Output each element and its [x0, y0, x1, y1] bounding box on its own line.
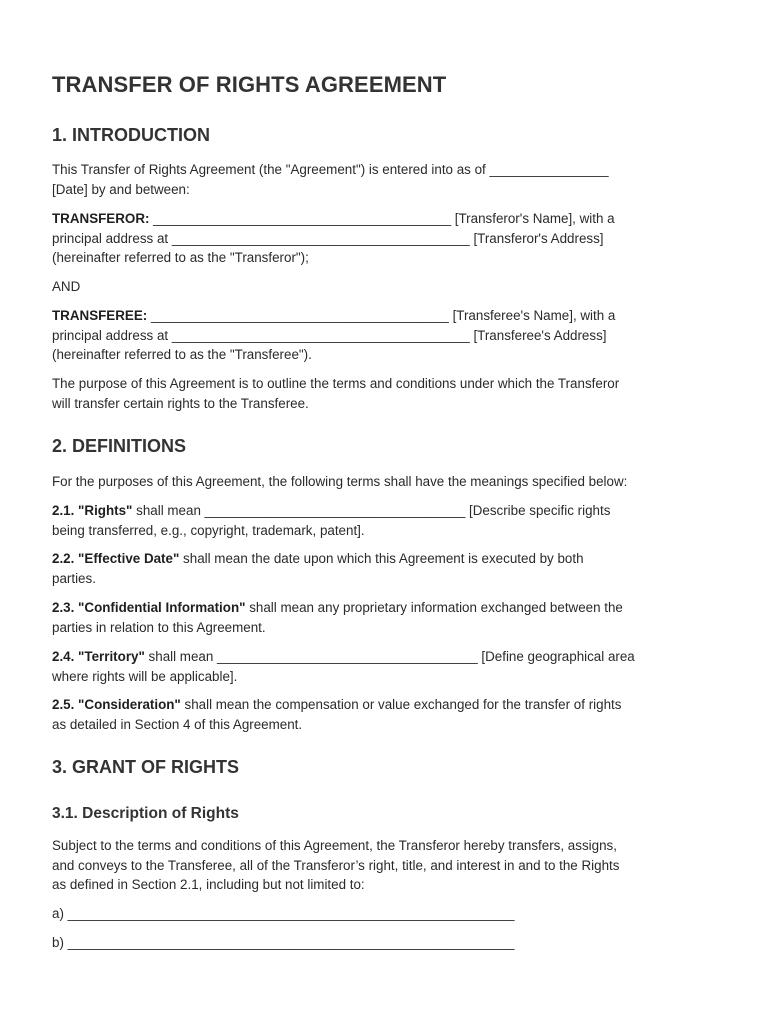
section-heading-grant-of-rights: 3. GRANT OF RIGHTS: [52, 757, 240, 777]
transferee-name-line: ________________________________________ [Transferee's Name], with a: [147, 308, 616, 323]
section-heading-definitions: 2. DEFINITIONS: [52, 436, 187, 456]
and-text: AND: [52, 279, 81, 294]
transferee-reference-line: (hereinafter referred to as the "Transferee").: [52, 347, 312, 362]
document-title: TRANSFER OF RIGHTS AGREEMENT: [52, 72, 447, 97]
definition-effective-date-label: 2.2. "Effective Date": [52, 551, 180, 566]
intro-line-1: This Transfer of Rights Agreement (the "Agreement") is entered into as of ________________: [52, 162, 609, 177]
definition-rights-text: shall mean ___________________________________ [Describe specific rights: [132, 503, 611, 518]
transferee-label: TRANSFEREE:: [52, 308, 148, 323]
grant-line-2: and conveys to the Transferee, all of the Transferor’s right, title, and interest in and to the Rights: [52, 857, 620, 873]
definition-territory: [52, 647, 722, 686]
transferor-block: [52, 209, 722, 268]
definition-territory-label: 2.4. "Territory": [52, 649, 145, 664]
transferor-reference-line: (hereinafter referred to as the "Transferor");: [52, 250, 309, 265]
grant-line-3: as defined in Section 2.1, including but not limited to:: [52, 877, 365, 892]
grant-paragraph: [52, 836, 722, 895]
definition-consideration-text-2: as detailed in Section 4 of this Agreement.: [52, 716, 303, 732]
definition-rights: [52, 501, 722, 540]
transferor-address-line: principal address at ________________________________________ [Transferor's Address]: [52, 230, 604, 246]
definition-consideration-text: shall mean the compensation or value exchanged for the transfer of rights: [180, 697, 622, 712]
definition-rights-label: 2.1. "Rights": [52, 503, 133, 518]
definition-confidential-text-2: parties in relation to this Agreement.: [52, 619, 266, 635]
definition-effective-date: [52, 549, 722, 588]
grant-item-b: b) ____________________________________________________________: [52, 935, 515, 950]
definition-territory-text-2: where rights will be applicable].: [52, 668, 238, 684]
intro-paragraph: [52, 160, 722, 199]
intro-line-2: [Date] by and between:: [52, 181, 190, 197]
transferee-address-line: principal address at ________________________________________ [Transferee's Address]: [52, 327, 607, 343]
definition-consideration-label: 2.5. "Consideration": [52, 697, 181, 712]
definitions-lead: For the purposes of this Agreement, the following terms shall have the meanings specified below:: [52, 474, 628, 489]
definition-confidential-label: 2.3. "Confidential Information": [52, 600, 246, 615]
definition-confidential-information: [52, 598, 722, 637]
definition-confidential-text: shall mean any proprietary information exchanged between the: [245, 600, 623, 615]
purpose-line-1: The purpose of this Agreement is to outline the terms and conditions under which the Transferor: [52, 376, 620, 391]
definition-consideration: [52, 695, 722, 734]
definition-effective-date-text-2: parties.: [52, 570, 96, 586]
transferor-label: TRANSFEROR:: [52, 211, 150, 226]
grant-item-a: a) ____________________________________________________________: [52, 906, 515, 921]
definition-effective-date-text: shall mean the date upon which this Agreement is executed by both: [179, 551, 584, 566]
subsection-heading-description-of-rights: 3.1. Description of Rights: [52, 805, 239, 822]
definition-rights-text-2: being transferred, e.g., copyright, trademark, patent].: [52, 522, 365, 538]
transferor-name-line: ________________________________________ [Transferor's Name], with a: [149, 211, 615, 226]
grant-line-1: Subject to the terms and conditions of this Agreement, the Transferor hereby transfers, assigns,: [52, 838, 617, 853]
purpose-paragraph: [52, 374, 722, 413]
definition-territory-text: shall mean ___________________________________ [Define geographical area: [144, 649, 635, 664]
section-heading-introduction: 1. INTRODUCTION: [52, 125, 211, 145]
purpose-line-2: will transfer certain rights to the Transferee.: [52, 395, 309, 411]
transferee-block: [52, 306, 722, 365]
